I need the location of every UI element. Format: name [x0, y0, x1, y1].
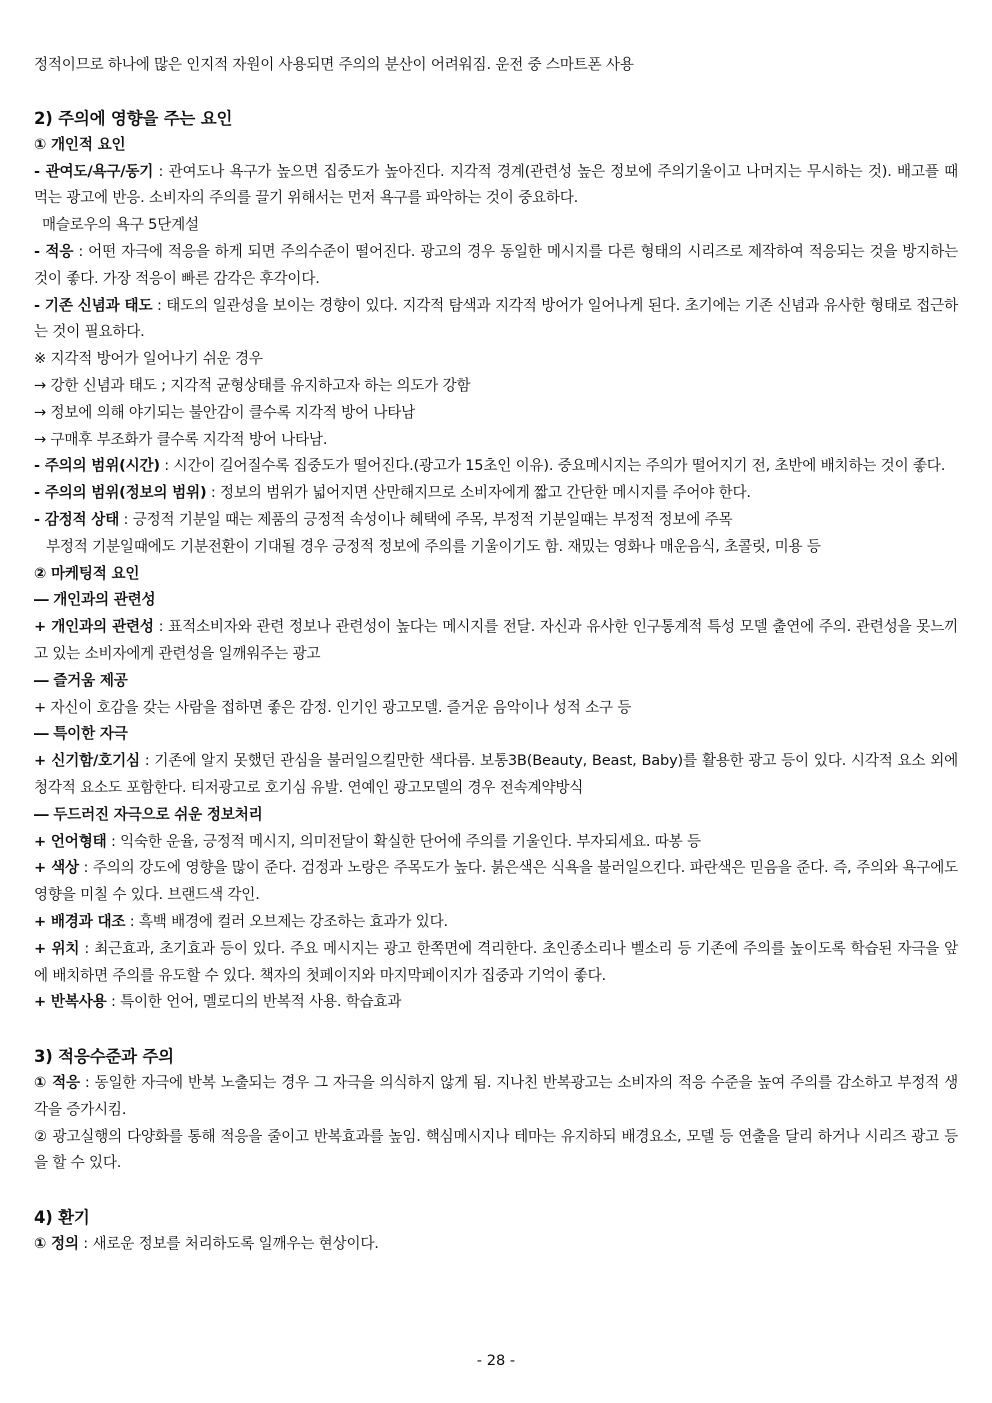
item-text: : 표적소비자와 관련 정보나 관련성이 높다는 메시지를 전달. 자신과 유사한 인구통계적 특성 모델 출연에 주의. 관련성을 못느끼고 있는 소비자에게 관련성을 일깨워주는 광고: [34, 618, 958, 662]
page-number: - 28 -: [476, 1352, 516, 1369]
item-label: ① 정의: [34, 1235, 79, 1253]
item-text: : 흑백 배경에 컬러 오브제는 강조하는 효과가 있다.: [125, 912, 448, 930]
arrow-item-1: → 강한 신념과 태도 ; 지각적 균형상태를 유지하고자 하는 의도가 강함: [34, 376, 471, 394]
subheading-personal-factors: ① 개인적 요인: [34, 135, 126, 153]
item-pleasure: + 자신이 호감을 갖는 사람을 접하면 좋은 감정. 인기인 광고모델. 즐거운 음악이나 성적 소구 등: [34, 698, 632, 716]
item-label: - 감정적 상태: [34, 510, 120, 528]
item-background-contrast: [34, 909, 958, 936]
item-label: - 관여도/욕구/동기: [34, 162, 154, 180]
dash-heading-unusual-stimulus: ― 특이한 자극: [34, 725, 128, 743]
item-attention-span-time: [34, 453, 958, 480]
item-position: [34, 936, 958, 990]
item-label: + 언어형태: [34, 832, 107, 850]
item-attention-span-info: [34, 480, 958, 507]
item-involvement: [34, 159, 958, 213]
item-existing-beliefs: [34, 293, 958, 347]
document-page: [34, 52, 958, 1258]
item-text: : 긍정적 기분일 때는 제품의 긍정적 속성이나 혜택에 주목, 부정적 기분일때는 부정적 정보에 주목: [119, 510, 733, 528]
paragraph-mood-change-text: 부정적 기분일때에도 기분전환이 기대될 경우 긍정적 정보에 주의를 기울이기도 함. 재밌는 영화나 매운음식, 초콜릿, 미용 등: [46, 537, 821, 555]
item-text: : 태도의 일관성을 보이는 경향이 있다. 지각적 탐색과 지각적 방어가 일어나게 된다. 초기에는 기존 신념과 유사한 형태로 접근하는 것이 필요하다.: [34, 296, 958, 341]
item-label: ① 적응: [34, 1074, 80, 1092]
item-adaptation: [34, 239, 958, 293]
item-color: [34, 855, 958, 909]
paragraph-intro: 정적이므로 하나에 많은 인지적 자원이 사용되면 주의의 분산이 어려워짐. 운전 중 스마트폰 사용: [34, 56, 634, 73]
item-label: - 기존 신념과 태도: [34, 296, 153, 314]
arrow-item-2: → 정보에 의해 야기되는 불안감이 클수록 지각적 방어 나타남: [34, 403, 416, 421]
arrow-item-3: → 구매후 부조화가 클수록 지각적 방어 나타남.: [34, 430, 328, 448]
item-text: : 새로운 정보를 처리하도록 일깨우는 현상이다.: [78, 1235, 379, 1253]
paragraph-mood-change: [34, 534, 958, 561]
note-perceptual-defense: ※ 지각적 방어가 일어나기 쉬운 경우: [34, 350, 263, 368]
item-text: : 관여도나 욕구가 높으면 집중도가 높아진다. 지각적 경계(관련성 높은 정보에 주의기울이고 나머지는 무시하는 것). 배고플 때 먹는 광고에 반응. 소비자의 주의를 끌기 위해서는 먼저 욕구를 파악하는 것이 중요하다.: [34, 162, 958, 207]
dash-heading-pleasure: ― 즐거움 제공: [34, 671, 128, 689]
item-label: - 주의의 범위(시간): [34, 457, 160, 475]
item-label: + 위치: [34, 939, 80, 957]
item-label: + 신기함/호기심: [34, 752, 140, 770]
item-novelty: [34, 748, 958, 802]
item-text: : 특이한 언어, 멜로디의 반복적 사용. 학습효과: [106, 993, 402, 1011]
item-adaptation-definition: [34, 1070, 958, 1124]
item-label: + 색상: [34, 859, 79, 877]
item-label: + 배경과 대조: [34, 912, 126, 930]
item-relevance: [34, 614, 958, 668]
section-heading-3: 3) 적응수준과 주의: [34, 1047, 174, 1067]
item-text: : 익숙한 운율, 긍정적 메시지, 의미전달이 확실한 단어에 주의를 기울인다. 부자되세요. 따봉 등: [106, 832, 701, 850]
section-heading-4: 4) 환기: [34, 1208, 90, 1228]
item-label: - 주의의 범위(정보의 범위): [34, 484, 207, 502]
item-text: : 동일한 자극에 반복 노출되는 경우 그 자극을 의식하지 않게 됨. 지나친 반복광고는 소비자의 적응 수준을 높여 주의를 감소하고 부정적 생각을 증가시킴.: [34, 1074, 958, 1118]
dash-heading-relevance: ― 개인과의 관련성: [34, 591, 156, 609]
item-text: : 주의의 강도에 영향을 많이 준다. 검정과 노랑은 주목도가 높다. 붉은색은 식욕을 불러일으킨다. 파란색은 믿음을 준다. 즉, 주의와 욕구에도 영향을 미칠 수 있다. 브랜드색 각인.: [34, 859, 958, 904]
item-text: : 어떤 자극에 적응을 하게 되면 주의수준이 떨어진다. 광고의 경우 동일한 메시지를 다른 형태의 시리즈로 제작하여 적응되는 것을 방지하는 것이 좋다. 가장 적응이 빠른 감각은 후각이다.: [34, 242, 958, 287]
item-label: + 개인과의 관련성: [34, 618, 154, 636]
item-language-form: [34, 829, 958, 856]
section-heading-2: 2) 주의에 영향을 주는 요인: [34, 108, 233, 128]
item-text: : 시간이 길어질수록 집중도가 떨어진다.(광고가 15초인 이유). 중요메시지는 주의가 떨어지기 전, 초반에 배치하는 것이 좋다.: [159, 457, 946, 475]
paragraph-maslow: 매슬로우의 욕구 5단계설: [42, 216, 199, 234]
item-label: - 적응: [34, 242, 74, 260]
subheading-marketing-factors: ② 마케팅적 요인: [34, 564, 140, 582]
item-text: : 정보의 범위가 넓어지면 산만해지므로 소비자에게 짧고 간단한 메시지를 주어야 한다.: [206, 484, 751, 502]
item-emotional-state: [34, 507, 958, 534]
dash-heading-salient-stimulus: ― 두드러진 자극으로 쉬운 정보처리: [34, 805, 263, 823]
item-text: : 최근효과, 초기효과 등이 있다. 주요 메시지는 광고 한쪽면에 격리한다. 초인종소리나 벨소리 등 기존에 주의를 높이도록 학습된 자극을 앞에 배치하면 주의를 유도할 수 있다. 책자의 첫페이지와 마지막페이지가 집중과 기억이 좋다.: [34, 939, 958, 984]
item-label: + 반복사용: [34, 993, 107, 1011]
item-text: : 기존에 알지 못했던 관심을 불러일으킬만한 색다름. 보통3B(Beauty, Beast, Baby)를 활용한 광고 등이 있다. 시각적 요소 외에 청각적 요소도 포함한다. 티저광고로 호기심 유발. 연예인 광고모델의 경우 전속계약방식: [34, 752, 958, 796]
item-arousal-definition: [34, 1231, 958, 1258]
item-repetition: [34, 989, 958, 1016]
item-ad-diversification: ② 광고실행의 다양화를 통해 적응을 줄이고 반복효과를 높임. 핵심메시지나 테마는 유지하되 배경요소, 모델 등 연출을 달리 하거나 시리즈 광고 등을 할 수 있다.: [34, 1127, 958, 1172]
